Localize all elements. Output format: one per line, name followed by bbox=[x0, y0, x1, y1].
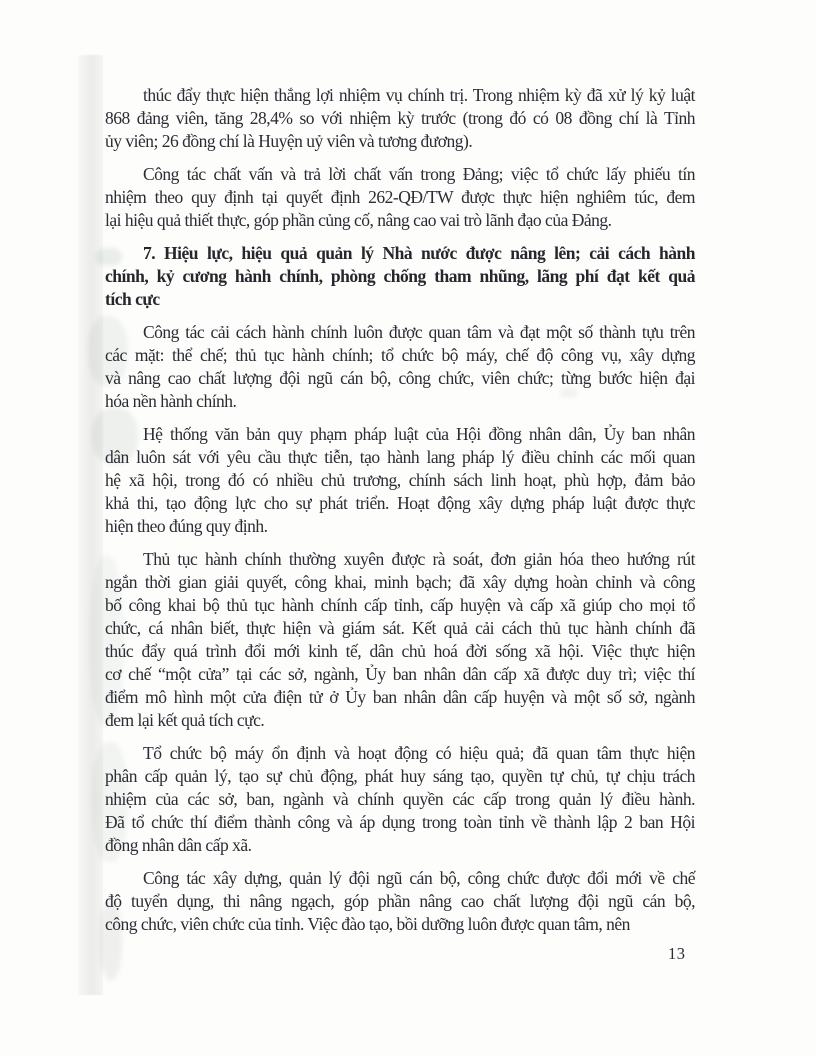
text-line: khả thi, tạo động lực cho sự phát triển. Hoạt động xây dựng pháp luật được thực bbox=[105, 493, 695, 513]
paragraph bbox=[105, 321, 695, 413]
text-line: Hệ thống văn bản quy phạm pháp luật của Hội đồng nhân dân, Ủy ban nhân bbox=[143, 424, 695, 444]
paragraph bbox=[105, 548, 695, 732]
text-line: lại hiệu quả thiết thực, góp phần củng cố, nâng cao vai trò lãnh đạo của Đảng. bbox=[105, 210, 612, 230]
paragraph bbox=[105, 84, 695, 153]
text-line: Đã tổ chức thí điểm thành công và áp dụng trong toàn tỉnh về thành lập 2 ban Hội bbox=[105, 812, 695, 832]
text-line: ngắn thời gian giải quyết, công khai, minh bạch; đã xây dựng hoàn chỉnh và công bbox=[105, 572, 695, 592]
text-line: công chức, viên chức của tỉnh. Việc đào tạo, bồi dưỡng luôn được quan tâm, nên bbox=[105, 914, 630, 934]
text-line: chính, kỷ cương hành chính, phòng chống tham nhũng, lãng phí đạt kết quả bbox=[105, 266, 695, 286]
text-line: hiện theo đúng quy định. bbox=[105, 516, 268, 536]
text-line: nhiệm theo quy định tại quyết định 262-QĐ/TW được thực hiện nghiêm túc, đem bbox=[105, 187, 695, 207]
text-line: bố công khai bộ thủ tục hành chính cấp tỉnh, cấp huyện và cấp xã giúp cho mọi tổ bbox=[105, 595, 695, 615]
text-line: cơ chế “một cửa” tại các sở, ngành, Ủy ban nhân dân cấp xã được duy trì; việc thí bbox=[105, 664, 695, 684]
text-line: chức, cá nhân biết, thực hiện và giám sát. Kết quả cải cách thủ tục hành chính đã bbox=[105, 618, 695, 638]
paragraph bbox=[105, 867, 695, 936]
text-line: dân luôn sát với yêu cầu thực tiễn, tạo hành lang pháp lý điều chỉnh các mối quan bbox=[105, 447, 695, 467]
text-line: hệ xã hội, trong đó có nhiều chủ trương, chính sách linh hoạt, phù hợp, đảm bảo bbox=[105, 470, 695, 490]
text-line: độ tuyển dụng, thi nâng ngạch, góp phần nâng cao chất lượng đội ngũ cán bộ, bbox=[105, 891, 695, 911]
text-line: Công tác xây dựng, quản lý đội ngũ cán bộ, công chức được đổi mới về chế bbox=[143, 868, 695, 888]
document-body bbox=[105, 84, 695, 946]
text-line: Tổ chức bộ máy ổn định và hoạt động có hiệu quả; đã quan tâm thực hiện bbox=[143, 743, 695, 763]
text-line: đem lại kết quả tích cực. bbox=[105, 710, 265, 730]
text-line: và nâng cao chất lượng đội ngũ cán bộ, công chức, viên chức; từng bước hiện đại bbox=[105, 368, 695, 388]
text-line: phân cấp quản lý, tạo sự chủ động, phát huy sáng tạo, quyền tự chủ, tự chịu trách bbox=[105, 766, 695, 786]
section-heading bbox=[105, 242, 695, 311]
text-line: điểm mô hình một cửa điện tử ở Ủy ban nhân dân cấp huyện và một số sở, ngành bbox=[105, 687, 695, 707]
text-line: ủy viên; 26 đồng chí là Huyện uỷ viên và tương đương). bbox=[105, 131, 473, 151]
text-line: Công tác chất vấn và trả lời chất vấn trong Đảng; việc tổ chức lấy phiếu tín bbox=[143, 164, 695, 184]
text-line: thúc đẩy quá trình đổi mới kinh tế, dân chủ hoá đời sống xã hội. Việc thực hiện bbox=[105, 641, 695, 661]
text-line: tích cực bbox=[105, 289, 160, 309]
text-line: 7. Hiệu lực, hiệu quả quản lý Nhà nước được nâng lên; cải cách hành bbox=[143, 243, 695, 263]
paragraph bbox=[105, 163, 695, 232]
text-line: nhiệm của các sở, ban, ngành và chính quyền các cấp trong quản lý điều hành. bbox=[105, 789, 695, 809]
paragraph bbox=[105, 423, 695, 538]
page-number: 13 bbox=[668, 944, 686, 963]
text-line: các mặt: thể chế; thủ tục hành chính; tổ chức bộ máy, chế độ công vụ, xây dựng bbox=[105, 345, 695, 365]
text-line: hóa nền hành chính. bbox=[105, 391, 237, 411]
paragraph bbox=[105, 742, 695, 857]
text-line: 868 đảng viên, tăng 28,4% so với nhiệm kỳ trước (trong đó có 08 đồng chí là Tỉnh bbox=[105, 108, 695, 128]
text-line: đồng nhân dân cấp xã. bbox=[105, 835, 252, 855]
text-line: thúc đẩy thực hiện thắng lợi nhiệm vụ chính trị. Trong nhiệm kỳ đã xử lý kỷ luật bbox=[143, 85, 695, 105]
text-line: Công tác cải cách hành chính luôn được quan tâm và đạt một số thành tựu trên bbox=[143, 322, 695, 342]
text-line: Thủ tục hành chính thường xuyên được rà soát, đơn giản hóa theo hướng rút bbox=[143, 549, 695, 569]
